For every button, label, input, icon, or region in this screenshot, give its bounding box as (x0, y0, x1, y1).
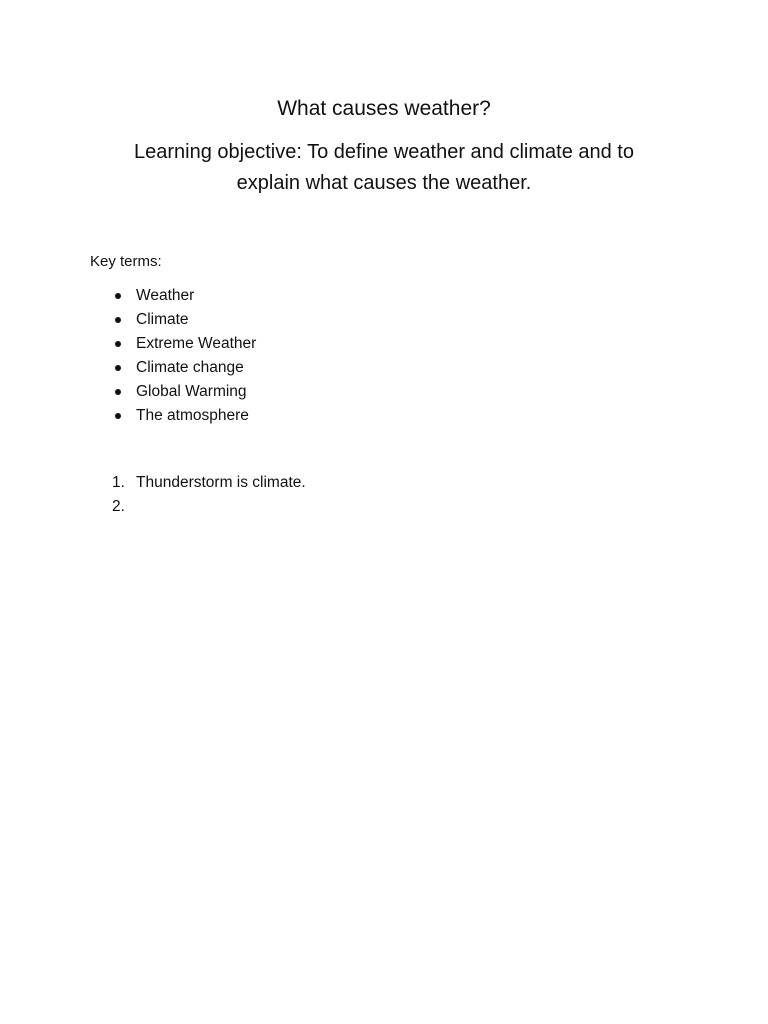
key-terms-list (136, 284, 256, 428)
numbered-item (112, 471, 306, 495)
key-term-text: Climate change (136, 359, 244, 376)
list-item (136, 380, 256, 404)
bullet-icon (115, 389, 121, 395)
bullet-icon (115, 365, 121, 371)
bullet-icon (115, 293, 121, 299)
list-item (136, 404, 256, 428)
bullet-icon (115, 413, 121, 419)
numbered-list (112, 471, 306, 519)
list-number: 2. (112, 498, 125, 515)
bullet-icon (115, 317, 121, 323)
list-item (136, 356, 256, 380)
learning-objective: Learning objective: To define weather and climate and to explain what causes the weather. (134, 141, 634, 194)
page-title: What causes weather? (277, 97, 491, 120)
list-number: 1. (112, 474, 125, 491)
key-term-text: Weather (136, 287, 195, 304)
key-term-text: Extreme Weather (136, 335, 257, 352)
key-terms-label: Key terms: (90, 253, 162, 270)
list-item (136, 332, 256, 356)
list-item (136, 284, 256, 308)
numbered-item-text: Thunderstorm is climate. (136, 474, 306, 491)
list-item (136, 308, 256, 332)
numbered-item (112, 495, 306, 519)
key-term-text: Climate (136, 311, 189, 328)
key-term-text: Global Warming (136, 383, 247, 400)
bullet-icon (115, 341, 121, 347)
key-term-text: The atmosphere (136, 407, 249, 424)
